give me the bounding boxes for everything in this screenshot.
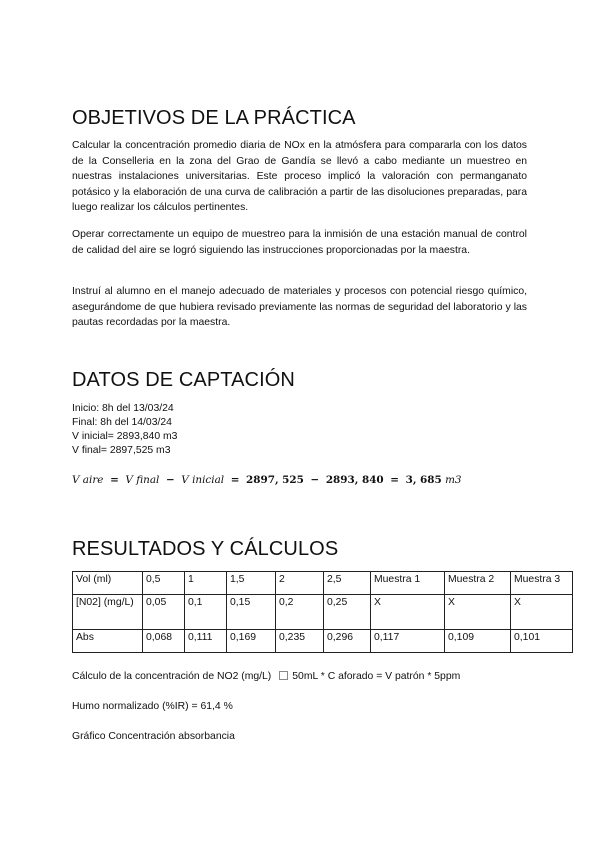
table-cell: 0,111 bbox=[185, 630, 227, 653]
table-cell: 0,2 bbox=[276, 595, 324, 630]
formula-lhs: V aire bbox=[72, 474, 104, 486]
table-cell: 0,296 bbox=[324, 630, 371, 653]
table-cell: X bbox=[511, 595, 573, 630]
table-cell: 0,1 bbox=[185, 595, 227, 630]
table-cell: 1,5 bbox=[227, 572, 276, 595]
calculo-line bbox=[72, 671, 460, 682]
resultados-heading: RESULTADOS Y CÁLCULOS bbox=[72, 538, 339, 560]
table-cell: 0,117 bbox=[371, 630, 445, 653]
table-cell: Muestra 3 bbox=[511, 572, 573, 595]
calculo-label: Cálculo de la concentración de NO2 (mg/L) bbox=[72, 671, 272, 682]
formula-minus2: − bbox=[310, 474, 320, 486]
objetivos-paragraph-1: Calcular la concentración promedio diaria de NOx en la atmósfera para compararla con los datos de la Conselleria en la zona del Grao de Gandía se llevó a cabo mediante un muestreo en nuestras instalaciones universitarias. Este proceso implicó la valoración con permanganato potásico y la elaboración de una curva de calibración a partir de las disoluciones preparadas, para luego realizar los cálculos pertinentes. bbox=[72, 140, 527, 214]
captacion-v-inicial: V inicial= 2893,840 m3 bbox=[72, 431, 178, 442]
table-cell: 0,15 bbox=[227, 595, 276, 630]
table-cell: Vol (ml) bbox=[73, 572, 143, 595]
table-cell: Muestra 1 bbox=[371, 572, 445, 595]
table-cell: 2 bbox=[276, 572, 324, 595]
formula-val2: 2893, 840 bbox=[325, 474, 384, 486]
captacion-v-final: V final= 2897,525 m3 bbox=[72, 445, 171, 456]
formula-val1: 2897, 525 bbox=[246, 474, 304, 486]
table-cell: X bbox=[371, 595, 445, 630]
table-cell: 0,169 bbox=[227, 630, 276, 653]
formula-term2: V inicial bbox=[181, 474, 225, 486]
table-cell: 0,05 bbox=[143, 595, 185, 630]
captacion-final: Final: 8h del 14/03/24 bbox=[72, 417, 172, 428]
table-cell: X bbox=[445, 595, 511, 630]
table-cell: 1 bbox=[185, 572, 227, 595]
table-cell: 0,5 bbox=[143, 572, 185, 595]
table-cell: 0,101 bbox=[511, 630, 573, 653]
table-cell: 0,109 bbox=[445, 630, 511, 653]
formula-minus: − bbox=[165, 474, 175, 486]
results-table bbox=[72, 571, 573, 653]
objetivos-paragraph-3: Instruí al alumno en el manejo adecuado de materiales y procesos con potencial riesgo químico, asegurándome de que hubiera revisado previamente las normas de seguridad del laboratorio y las pautas recordadas por la maestra. bbox=[72, 286, 527, 329]
captacion-heading: DATOS DE CAPTACIÓN bbox=[72, 369, 295, 391]
formula-eq2: = bbox=[230, 474, 240, 486]
objetivos-paragraph-2: Operar correctamente un equipo de muestreo para la inmisión de una estación manual de control de calidad del aire se logró siguiendo las instrucciones proporcionadas por la maestra. bbox=[72, 229, 527, 256]
table-cell: 0,235 bbox=[276, 630, 324, 653]
table-row bbox=[73, 630, 573, 653]
objetivos-heading: OBJETIVOS DE LA PRÁCTICA bbox=[72, 107, 356, 129]
checkbox-glyph-icon bbox=[279, 671, 288, 680]
table-cell: 0,068 bbox=[143, 630, 185, 653]
table-cell: Muestra 2 bbox=[445, 572, 511, 595]
table-cell: [N02] (mg/L) bbox=[73, 595, 143, 630]
table-cell: 0,25 bbox=[324, 595, 371, 630]
table-row bbox=[73, 595, 573, 630]
formula-term1: V final bbox=[125, 474, 160, 486]
formula-eq3: = bbox=[390, 474, 399, 486]
captacion-inicio: Inicio: 8h del 13/03/24 bbox=[72, 403, 174, 414]
formula-result: 3, 685 bbox=[405, 474, 442, 486]
table-cell: Abs bbox=[73, 630, 143, 653]
calculo-formula: 50mL * C aforado = V patrón * 5ppm bbox=[292, 671, 461, 682]
humo-normalizado: Humo normalizado (%IR) = 61,4 % bbox=[72, 701, 233, 712]
formula-eq1: = bbox=[110, 474, 119, 486]
table-cell: 2,5 bbox=[324, 572, 371, 595]
formula-unit: m3 bbox=[445, 474, 462, 486]
volume-formula bbox=[72, 474, 462, 486]
grafico-label: Gráfico Concentración absorbancia bbox=[72, 731, 235, 742]
table-row bbox=[73, 572, 573, 595]
